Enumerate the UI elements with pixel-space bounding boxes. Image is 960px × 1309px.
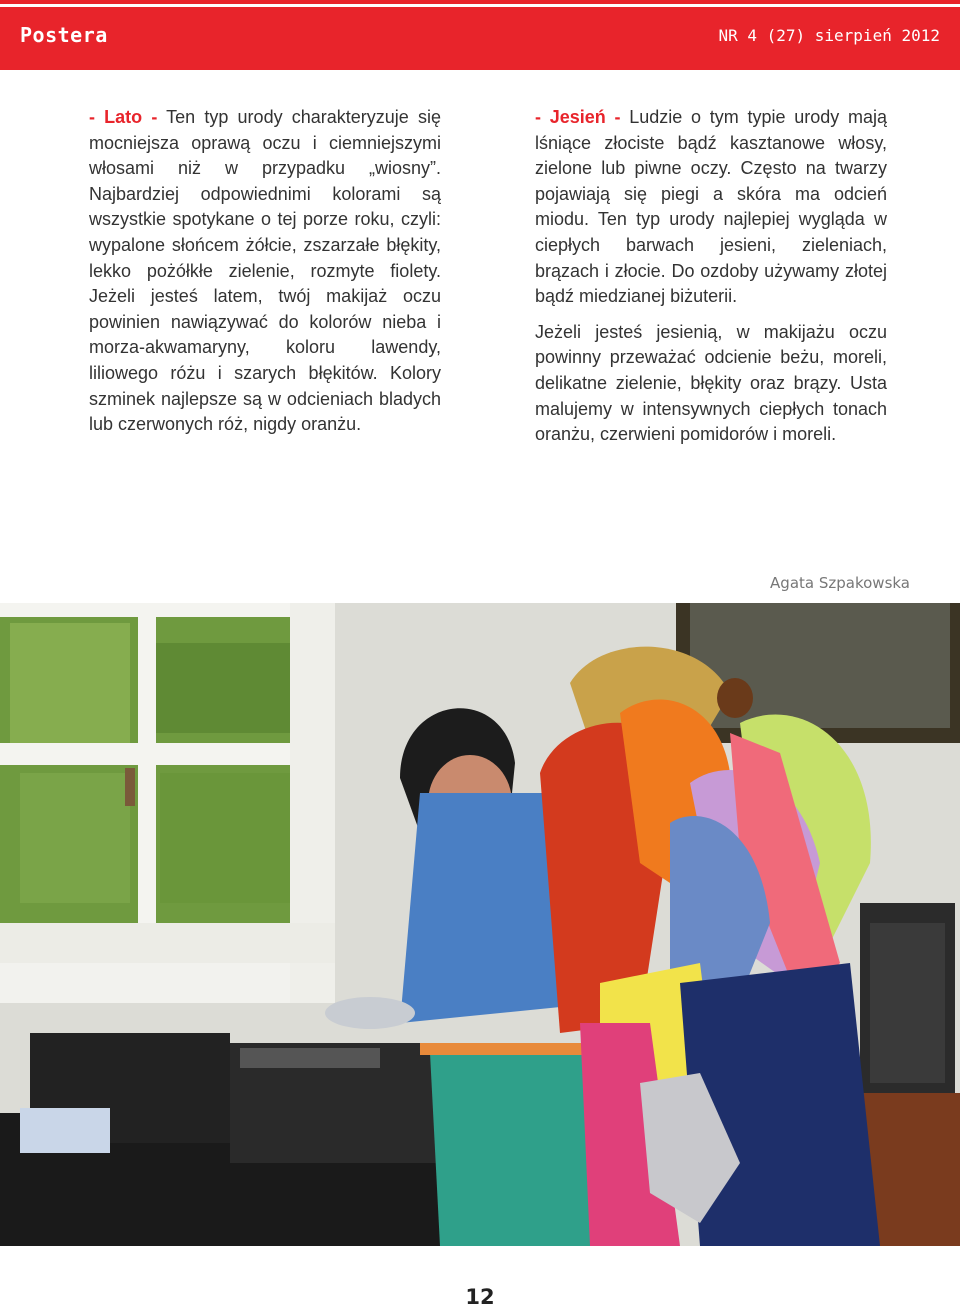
article-column-left <box>89 105 441 448</box>
magazine-title: Postera <box>20 23 108 47</box>
issue-info: NR 4 (27) sierpień 2012 <box>718 26 940 45</box>
page-header <box>0 7 960 70</box>
page-number: 12 <box>465 1285 495 1309</box>
paragraph-jesien <box>535 105 887 310</box>
article-photo <box>0 603 960 1246</box>
paragraph-jesien-text: Ludzie o tym typie urody mają lśniące złociste bądź kasztanowe włosy, zielone lub piwne oczy. Często na twarzy pojawiają się piegi a skóra ma odcień miodu. Ten typ urody najlepiej wygląda w ciepłych barwach jesieni, zieleniach, brązach i złocie. Do ozdoby używamy złotej bądź miedzianej biżuterii. <box>535 107 887 307</box>
author-name: Agata Szpakowska <box>770 574 910 592</box>
photo-illustration <box>0 603 960 1246</box>
season-keyword-lato: - Lato - <box>89 107 158 127</box>
paragraph-jesien-makeup: Jeżeli jesteś jesienią, w makijażu oczu powinny przeważać odcienie beżu, moreli, delikatne zielenie, błękity oraz brązy. Usta malujemy w intensywnych ciepłych tonach oranżu, czerwieni pomidorów i moreli. <box>535 321 887 445</box>
article-column-right <box>535 105 887 458</box>
paragraph-lato <box>89 105 441 438</box>
paragraph-lato-text: Ten typ urody charakteryzuje się mocniejsza oprawą oczu i ciemniejszymi włosami niż w przypadku „wiosny”. Najbardziej odpowiednimi kolorami są wszystkie spotykane o tej porze roku, czyli: wypalone słońcem żółcie, zszarzałe błękity, lekko pożółkłe zielenie, rozmyte fiolety. Jeżeli jesteś latem, twój makijaż oczu powinien nawiązywać do kolorów nieba i morza-akwamaryny, koloru lawendy, liliowego różu i szarych błękitów. Kolory szminek najlepsze są w odcieniach bladych lub czerwonych róż, nigdy oranżu. <box>89 107 441 435</box>
season-keyword-jesien: - Jesień - <box>535 107 621 127</box>
header-top-rule <box>0 0 960 4</box>
